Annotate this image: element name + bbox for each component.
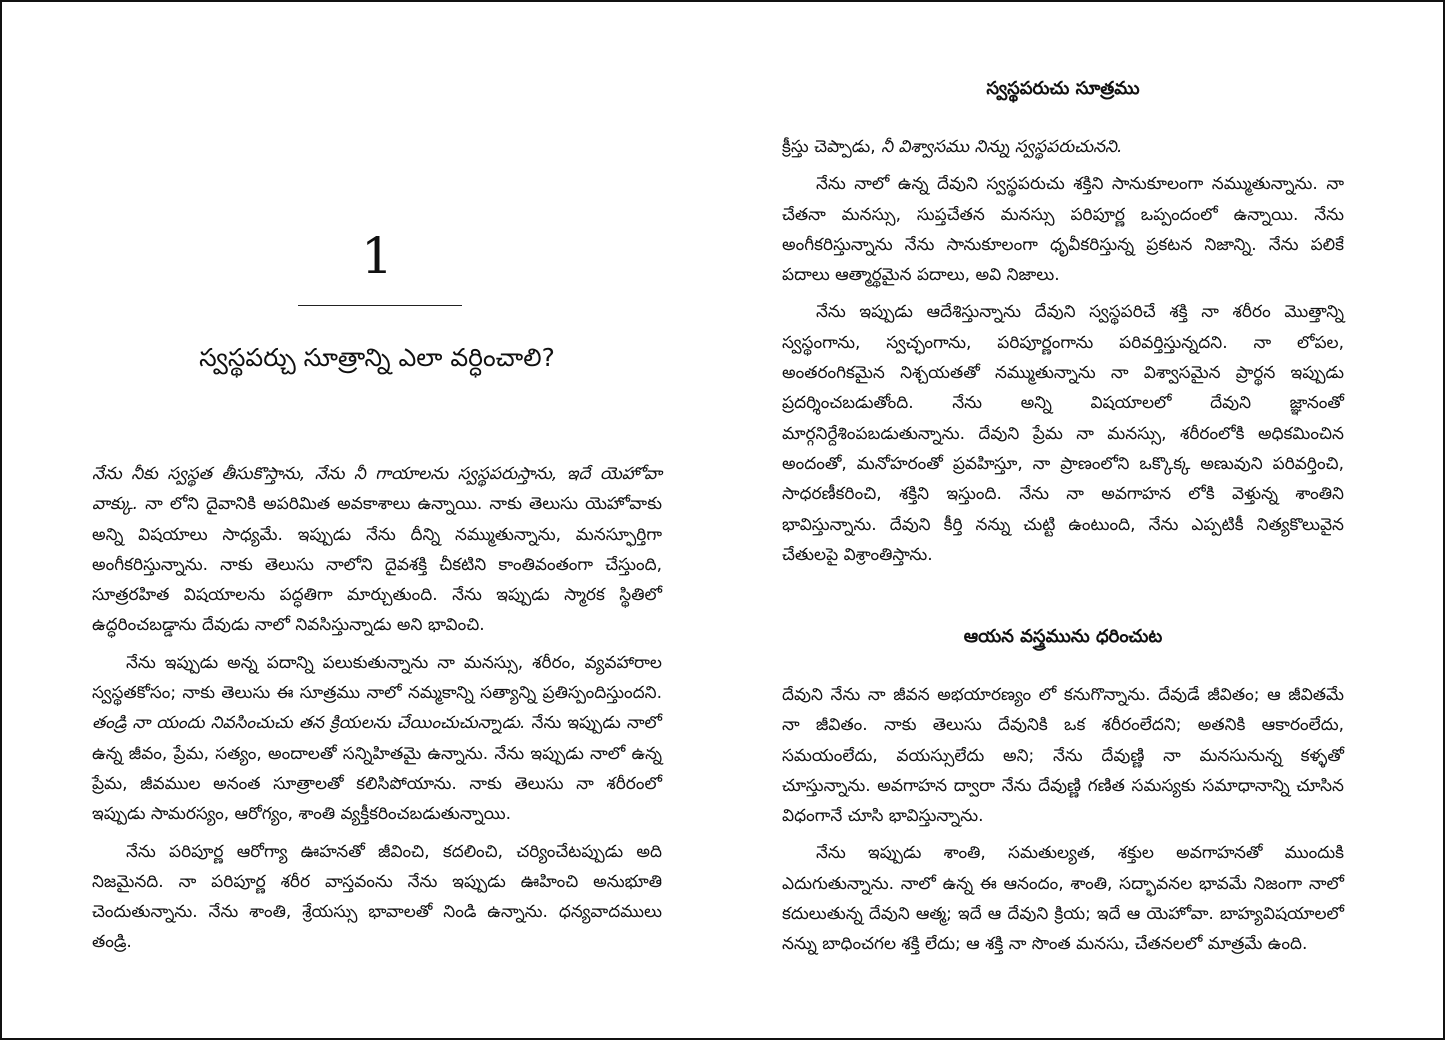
section-body — [782, 132, 1344, 577]
paragraph: నేను పరిపూర్ణ ఆరోగ్యా ఊహనతో జీవించి, కదలించి, చర్యించేటప్పుడు అది నిజమైనది. నా పరిపూర్ణ శరీర వాస్తవంను నేను ఇప్పుడు ఊహించి అనుభూతి చెందుతున్నాను. నేను శాంతి, శ్రేయస్సు భావాలతో నిండి ఉన్నాను. ధన్యవాదములు తండ్రి. — [92, 841, 662, 953]
paragraph-text: క్రీస్తు చెప్పాడు, — [782, 137, 882, 157]
paragraph: దేవుని నేను నా జీవన అభయారణ్యం లో కనుగొన్నాను. దేవుడే జీవితం; ఆ జీవితమే నా జీవితం. నాకు తెలుసు దేవునికి ఒక శరీరంలేదని; అతనికి ఆకారంలేదు, సమయంలేదు, వయస్సులేదు అని; నేను దేవుణ్ణి నా మనసునున్న కళ్ళతో చూస్తున్నాను. అవగాహన ద్వారా నేను దేవుణ్ణి గణిత సమస్యకు సమాధానాన్ని చూసిన విధంగానే చూసి భావిస్తున్నాను. — [782, 685, 1344, 827]
section-heading: ఆయన వస్త్రమును ధరించుట — [963, 626, 1163, 647]
paragraph-text: నేను ఇప్పుడు అన్న పదాన్ని పలుకుతున్నాను నా మనస్సు, శరీరం, వ్యవహారాల స్వస్థతకోసం; నాకు తెలుసు ఈ సూత్రము నాలో నమ్మకాన్ని సత్యాన్ని ప్రతిస్పందిస్తుందని. — [92, 652, 662, 704]
paragraph-text: నా లోని దైవానికి అపరిమిత అవకాశాలు ఉన్నాయి. నాకు తెలుసు యెహోవాకు అన్ని విషయాలు సాధ్యమే. ఇప్పుడు నేను దీన్ని నమ్ముతున్నాను, మనస్ఫూర్తిగా అంగీకరిస్తున్నాను. నాకు తెలుసు నాలోని దైవశక్తి చీకటిని కాంతివంతంగా చేస్తుంది, సూత్రరహిత విషయాలను పద్ధతిగా మార్చుతుంది. నేను ఇప్పుడు స్మారక స్థితిలో ఉద్ధరించబడ్డాను దేవుడు నాలో నివసిస్తున్నాడు అని భావించి. — [92, 494, 662, 636]
section-heading: స్వస్థపరుచు సూత్రము — [986, 78, 1140, 99]
chapter-divider — [298, 305, 462, 306]
quote-text: నేను నీకు స్వస్థత తీసుకొస్తాను, నేను నీ గాయాలను స్వస్థపరుస్తాను, ఇదే యెహోవా వాక్కు. — [92, 464, 662, 515]
paragraph: నేను ఇప్పుడు ఆదేశిస్తున్నాను దేవుని స్వస్థపరిచే శక్తి నా శరీరం మొత్తాన్ని స్వస్థంగాను, స్వచ్ఛంగాను, పరిపూర్ణంగాను పరివర్తిస్తున్నదని. నా లోపల, అంతరంగికమైన నిశ్చయతతో నమ్ముతున్నాను నా విశ్వాసమైన ప్రార్థన ఇప్పుడు ప్రదర్శించబడుతోంది. నేను అన్ని విషయాలలో దేవుని జ్ఞానంతో మార్గనిర్దేశింపబడుతున్నాను. దేవుని ప్రేమ నా మనస్సు, శరీరంలోకి అధికమించిన అందంతో, మనోహరంతో ప్రవహిస్తూ, నా ప్రాణంలోని ఒక్కొక్క అణువుని పరివర్తించి, సాధరణీకరించి, శక్తిని ఇస్తుంది. నేను నా అవగాహన లోకి వెళ్తున్న శాంతిని భావిస్తున్నాను. దేవుని కీర్తి నన్ను చుట్టి ఉంటుంది, నేను ఎప్పటికీ నిత్యకొలువైన చేతులపై విశ్రాంతిస్తాను. — [782, 302, 1344, 565]
paragraph: నేను నాలో ఉన్న దేవుని స్వస్థపరుచు శక్తిని సానుకూలంగా నమ్ముతున్నాను. నా చేతనా మనస్సు, సుప్తచేతన మనస్సు పరిపూర్ణ ఒప్పందంలో ఉన్నాయి. నేను అంగీకరిస్తున్నాను నేను సానుకూలంగా ధృవీకరిస్తున్న ప్రకటన నిజాన్ని. నేను పలికే పదాలు ఆత్మార్థమైన పదాలు, అవి నిజాలు. — [782, 174, 1344, 286]
chapter-number: 1 — [361, 227, 393, 285]
paragraph — [782, 132, 1344, 162]
quote-text: నీ విశ్వాసము నిన్ను స్వస్థపరుచునని. — [881, 137, 1123, 157]
chapter-title: స్వస్థపర్చు సూత్రాన్ని ఎలా వర్ధించాలి? — [199, 343, 555, 372]
quote-text: తండ్రి నా యందు నివసించుచు తన క్రియలను చేయించుచున్నాడు. — [92, 713, 526, 734]
paragraph-text: నేను ఇప్పుడు నాలో ఉన్న జీవం, ప్రేమ, సత్యం, అందాలతో సన్నిహితమై ఉన్నాను. నేను ఇప్పుడు నాలో ఉన్న ప్రేమ, జీవముల అనంత సూత్రాలతో కలిసిపోయాను. నాకు తెలుసు నా శరీరంలో ఇప్పుడు సామరస్యం, ఆరోగ్యం, శాంతి వ్యక్తీకరించబడుతున్నాయి. — [92, 713, 662, 825]
section-body — [782, 680, 1344, 967]
paragraph — [92, 459, 662, 641]
paragraph — [92, 648, 662, 830]
chapter-body — [92, 459, 662, 965]
paragraph: నేను ఇప్పుడు శాంతి, సమతుల్యత, శక్తుల అవగాహనతో ముందుకి ఎదుగుతున్నాను. నాలో ఉన్న ఈ ఆనందం, శాంతి, సద్భావనల భావమే నిజంగా నాలో కదులుతున్న దేవుని ఆత్మ; ఇదే ఆ దేవుని క్రియ; ఇదే ఆ యెహోవా. బాహ్యవిషయాలలో నన్ను బాధించగల శక్తి లేదు; ఆ శక్తి నా సొంత మనసు, చేతనలలో మాత్రమే ఉంది. — [782, 843, 1344, 955]
